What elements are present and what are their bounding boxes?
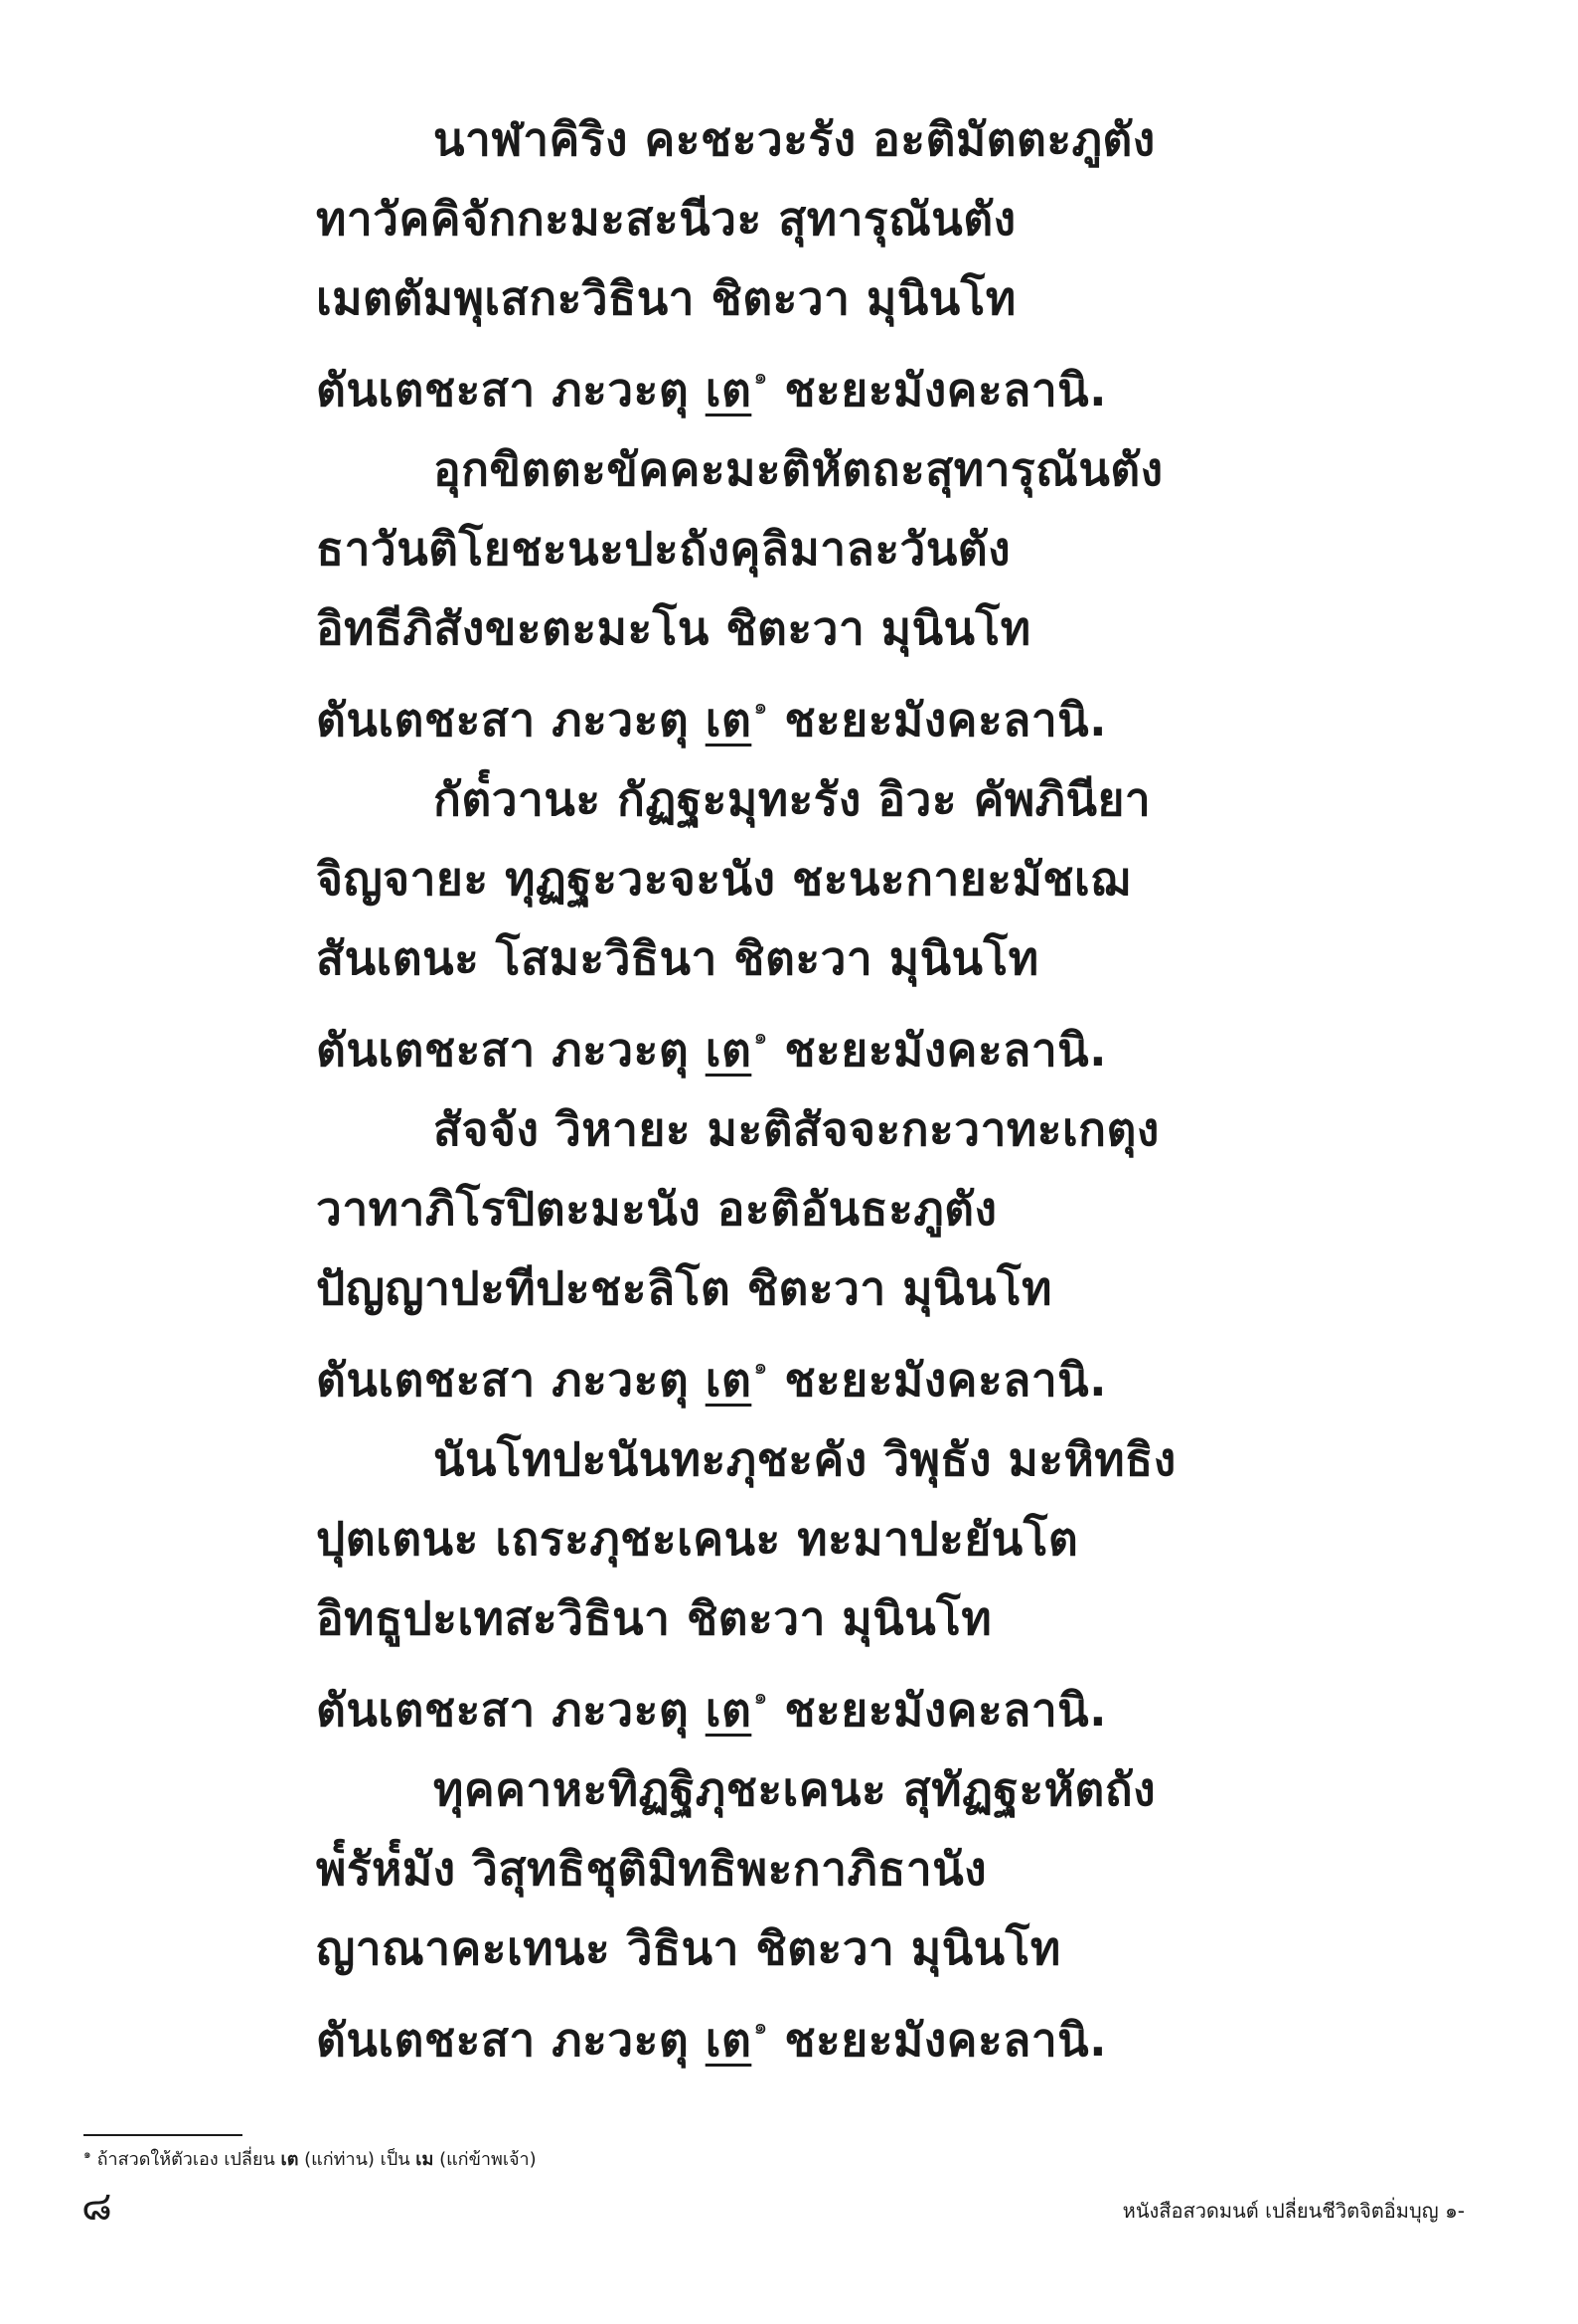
stanza [316,1089,1489,1408]
stanza [316,759,1489,1078]
footnote-text-2: (แก่ท่าน) เป็น [304,2149,410,2170]
refrain-text-pre: ตันเตชะสา ภะวะตุ [316,2013,690,2067]
footnote [83,2144,537,2173]
refrain-underlined-word: เต [705,2013,752,2067]
verse-line: อิทธีภิสังขะตะมะโน ชิตะวา มุนินโท [316,601,1031,655]
verse-line: อิทธูปะเทสะวิธินา ชิตะวา มุนินโท [316,1591,993,1645]
verse-line: ธาวันติโยชะนะปะถังคุลิมาละวันตัง [316,522,1012,576]
verse-line: ทาวัคคิจักกะมะสะนีวะ สุทารุณันตัง [316,192,1017,246]
footnote-reference-mark: ๑ [753,695,768,720]
refrain-text-pre: ตันเตชะสา ภะวะตุ [316,363,690,416]
refrain-underlined-word: เต [705,1023,752,1077]
verse-line-first: นาฬาคิริง คะชะวะรัง อะติมัตตะภูตัง [433,112,1156,166]
verse-line-first: กัต๎วานะ กัฏฐะมุทะรัง อิวะ คัพภินียา [433,772,1152,826]
refrain-text-pre: ตันเตชะสา ภะวะตุ [316,1683,690,1737]
refrain-text-post: ชะยะมังคะลานิ. [784,363,1108,416]
refrain-text-pre: ตันเตชะสา ภะวะตุ [316,1023,690,1077]
running-footer: หนังสือสวดมนต์ เปลี่ยนชีวิตจิตอิ่มบุญ ๑- [1122,2199,1465,2223]
verse-line-first: อุกขิตตะขัคคะมะติหัตถะสุทารุณันตัง [433,442,1164,496]
refrain-underlined-word: เต [705,693,752,747]
verse-line: ปัญญาปะทีปะชะลิโต ชิตะวา มุนินโท [316,1261,1052,1315]
refrain-line [316,998,1489,1078]
refrain-text-post: ชะยะมังคะลานิ. [784,2013,1108,2067]
verse-block [316,99,1489,2079]
refrain-text-post: ชะยะมังคะลานิ. [784,1023,1108,1077]
refrain-line [316,338,1489,417]
refrain-underlined-word: เต [705,1683,752,1737]
refrain-underlined-word: เต [705,1353,752,1407]
footnote-reference-mark: ๑ [753,1685,768,1710]
verse-line: ญาณาคะเทนะ วิธินา ชิตะวา มุนินโท [316,1921,1061,1975]
stanza [316,1749,1489,2068]
verse-line: สันเตนะ โสมะวิธินา ชิตะวา มุนินโท [316,931,1039,985]
refrain-line [316,668,1489,747]
footnote-reference-mark: ๑ [753,1025,768,1050]
page-number: ๘ [81,2184,112,2230]
stanza [316,429,1489,747]
refrain-text-post: ชะยะมังคะลานิ. [784,1683,1108,1737]
footnote-reference-mark: ๑ [753,1355,768,1380]
refrain-text-post: ชะยะมังคะลานิ. [784,1353,1108,1407]
refrain-text-post: ชะยะมังคะลานิ. [784,693,1108,747]
verse-line: วาทาภิโรปิตะมะนัง อะติอันธะภูตัง [316,1182,998,1236]
verse-line-first: นันโทปะนันทะภุชะคัง วิพุธัง มะหิทธิง [433,1432,1177,1486]
footnote-rule [83,2134,242,2136]
verse-line: พ๎รัห๎มัง วิสุทธิชุติมิทธิพะกาภิธานัง [316,1842,988,1896]
verse-line-first: ทุคคาหะทิฏฐิภุชะเคนะ สุทัฏฐะหัตถัง [433,1762,1157,1816]
verse-line-first: สัจจัง วิหายะ มะติสัจจะกะวาทะเกตุง [433,1102,1160,1156]
footnote-text-3: (แก่ข้าพเจ้า) [439,2149,537,2170]
footnote-word-te: เต [280,2149,299,2170]
footnote-mark: ๑ [83,2147,91,2161]
footnote-word-me: เม [415,2149,434,2170]
stanza [316,1419,1489,1738]
refrain-line [316,1658,1489,1738]
verse-line: จิญจายะ ทุฏฐะวะจะนัง ชะนะกายะมัชเฌ [316,852,1131,906]
refrain-line [316,1988,1489,2068]
footnote-text-1: ถ้าสวดให้ตัวเอง เปลี่ยน [96,2149,275,2170]
refrain-text-pre: ตันเตชะสา ภะวะตุ [316,1353,690,1407]
verse-line: ปุตเตนะ เถระภุชะเคนะ ทะมาปะยันโต [316,1512,1079,1566]
stanza [316,99,1489,417]
refrain-text-pre: ตันเตชะสา ภะวะตุ [316,693,690,747]
footnote-reference-mark: ๑ [753,2015,768,2040]
refrain-underlined-word: เต [705,363,752,416]
verse-line: เมตตัมพุเสกะวิธินา ชิตะวา มุนินโท [316,271,1017,325]
footnote-reference-mark: ๑ [753,365,768,390]
refrain-line [316,1328,1489,1408]
